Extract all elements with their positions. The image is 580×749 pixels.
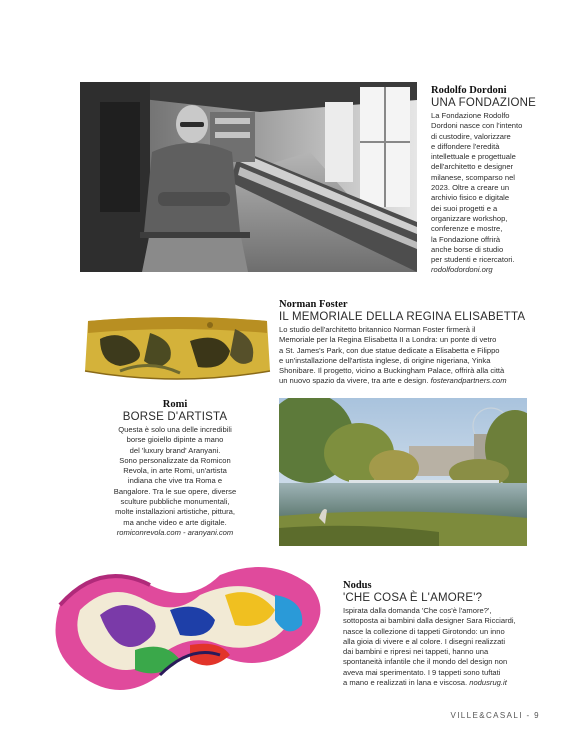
romi-line: Bangalore. Tra le sue opere, diverse [113,486,237,496]
romi-url[interactable]: romiconrevola.com - aranyani.com [116,527,234,537]
archive-photo-graphic [80,82,417,272]
nodus-line-last [343,678,553,688]
dordoni-line: dei suoi progetti e a [431,203,498,213]
foster-line-last [279,376,549,386]
dordoni-line: 2023. Oltre a creare un [431,183,510,193]
romi-headline: BORSE D'ARTISTA [122,411,228,423]
romi-line: del 'luxury brand' Aranyani. [129,445,221,455]
foster-line: a St. James's Park, con due statue dedicate a Elisabetta e Filippo [279,345,500,355]
foster-body [279,325,549,387]
foster-url[interactable]: fosterandpartners.com [430,376,507,386]
dordoni-line: dell'architetto e designer [431,162,514,172]
foster-line: Lo studio dell'architetto britannico Norman Foster firmerà il [279,325,476,334]
dordoni-line: di custodire, valorizzare [431,131,511,141]
photo-romi-bag [80,311,275,389]
nodus-headline: 'CHE COSA È L'AMORE'? [343,592,483,604]
romi-line: Sono personalizzate da Romicon [119,455,231,465]
dordoni-line: e diffondere l'eredità [431,141,500,151]
romi-line: molte installazioni artistiche, pittura, [115,507,235,517]
romi-name: Romi [162,399,188,410]
foster-name: Norman Foster [279,299,348,310]
nodus-name: Nodus [343,580,372,591]
dordoni-headline: UNA FONDAZIONE [431,97,537,109]
romi-line: ma anche video e arte digitale. [123,517,227,527]
dordoni-line: la Fondazione offrirà [431,234,501,244]
dordoni-line: organizzare workshop, [431,213,508,223]
dordoni-line: La Fondazione Rodolfo [431,111,510,120]
dordoni-line: intellettuale e progettuale [431,152,516,162]
photo-memorial-park [279,398,527,546]
photo-nodus-rug [40,555,340,705]
dordoni-name: Rodolfo Dordoni [431,85,507,96]
page-footer: VILLE&CASALI - 9 [450,711,540,720]
foster-line: Memoriale per la Regina Elisabetta II a Londra: un ponte di vetro [279,335,497,345]
bag-graphic [80,311,275,389]
nodus-line: alla gioia di vivere e al colore. I disegni realizzati [343,636,506,646]
dordoni-article [431,84,571,276]
nodus-line: dai bambini e ripresi nei tappeti, hanno una [343,647,489,657]
dordoni-line: Dordoni nasce con l'intento [431,121,523,131]
romi-line: borse gioiello dipinte a mano [126,435,224,445]
nodus-line: spontaneità infantile che il mondo del design non [343,657,508,667]
dordoni-url[interactable]: rodolfodordoni.org [431,265,493,275]
dordoni-line: per studenti e ricercatori. [431,255,515,265]
rug-graphic [40,555,340,705]
park-graphic [279,398,527,546]
romi-article [80,398,270,538]
nodus-line: sottoposta ai bambini dalla designer Sara Ricciardi, [343,616,516,626]
photo-rodolfo-dordoni [80,82,417,272]
foster-headline: IL MEMORIALE DELLA REGINA ELISABETTA [279,311,526,323]
nodus-last-text: a mano e realizzati in lana e viscosa. [343,678,468,688]
foster-line: Shonibare. Il progetto, vicino a Buckingham Palace, offrirà alla città [279,366,505,376]
dordoni-line: conferenze e mostre, [431,224,503,234]
nodus-article [343,579,553,688]
foster-article [279,298,549,387]
romi-line: Revola, in arte Romi, un'artista [123,466,227,476]
romi-line: sculture pubbliche monumentali, [120,497,230,507]
nodus-line: Ispirata dalla domanda 'Che cos'è l'amore?', [343,606,492,615]
dordoni-line: milanese, scomparso nel [431,172,515,182]
dordoni-line: archivio fisico e digitale [431,193,510,203]
romi-line: indiana che vive tra Roma e [127,476,223,486]
romi-body [80,425,270,538]
nodus-line: aveva mai sperimentato. I 9 tappeti sono tuftati [343,667,501,677]
dordoni-body [431,111,571,276]
romi-line: Questa è solo una delle incredibili [118,425,232,434]
foster-line: e un'installazione dell'artista inglese, di origine nigeriana, Yinka [279,355,491,365]
nodus-body [343,606,553,688]
nodus-line: nasce la collezione di tappeti Girotondo: un inno [343,626,505,636]
foster-last-text: un nuovo spazio da vivere, tra arte e design. [279,376,429,386]
nodus-url[interactable]: nodusrug.it [469,678,507,688]
dordoni-line: anche borse di studio [431,244,504,254]
